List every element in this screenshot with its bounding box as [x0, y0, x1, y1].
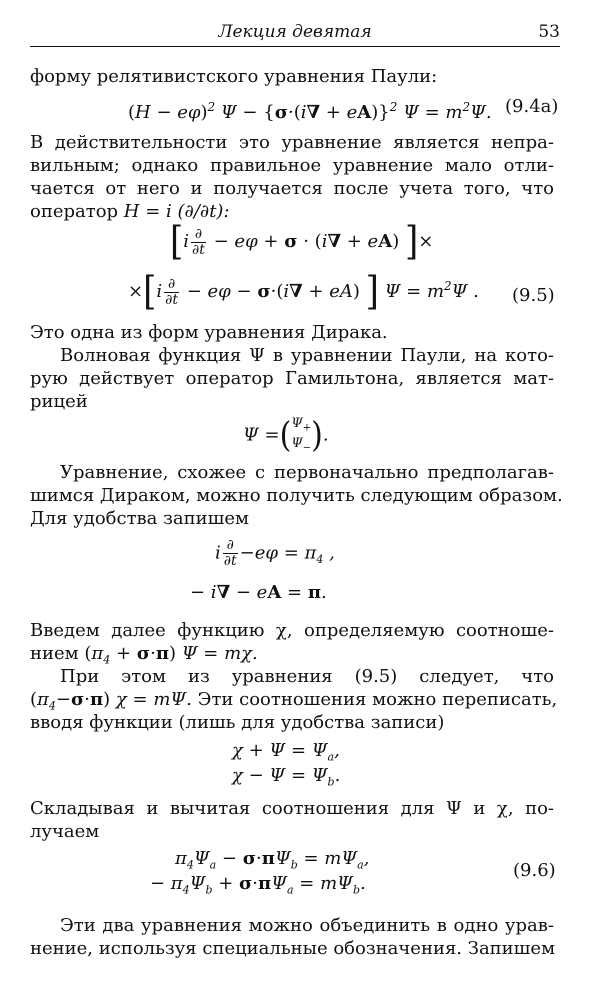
equation-9-5-line-2: ×[i $\frac{\partial}{\partial t}$ − eφ − σ·(i∇ + eA) ] $\Psi = m^2\Psi$ .	[128, 269, 479, 315]
equation-psi-column: Ψ =( $\Psi_+$ $\Psi_-$ ).	[243, 414, 329, 456]
page-number: 53	[538, 22, 560, 42]
text-line: форму релятивистского уравнения Паули:	[30, 66, 438, 87]
running-title: Лекция девятая	[218, 22, 372, 42]
text-line: При этом из уравнения (9.5) следует, что	[60, 666, 554, 687]
equation-psi-a: $\chi + \Psi = \Psi_a$,	[232, 740, 340, 764]
text-line: чается от него и получается после учета того, что	[30, 178, 554, 199]
header-rule	[30, 46, 560, 47]
text-fragment: нием	[30, 643, 79, 664]
text-line	[30, 201, 554, 223]
text-line: нение, используя специальные обозначения. Запишем	[30, 938, 556, 959]
text-line: шимся Дираком, можно получить следующим образом.	[30, 485, 563, 506]
equation-9-5-line-1: [i $\frac{\partial}{\partial t}$ − eφ + σ · (i∇ + eA) ]×	[170, 219, 434, 265]
text-line: Волновая функция Ψ в уравнении Паули, на кото-	[60, 345, 554, 366]
text-line: Складывая и вычитая соотношения для Ψ и χ, по-	[30, 798, 554, 819]
equation-9-6-line-2: − $\pi_4\Psi_b + \sigma\cdot\pi\Psi_a = m\Psi_b$.	[150, 873, 366, 897]
equation-number-9-5: (9.5)	[512, 285, 555, 306]
equation-pi4: i $\frac{\partial}{\partial t}$ $-e\varphi = \pi_4$ ,	[215, 537, 335, 569]
equation-pi: − i∇ − eA = π.	[190, 582, 327, 603]
equation-number-9-4a: (9.4a)	[505, 96, 559, 117]
text-line: В действительности это уравнение является непра-	[30, 132, 554, 153]
inline-math: H = i (∂/∂t):	[123, 201, 230, 222]
text-line: Введем далее функцию χ, определяемую соотноше-	[30, 620, 554, 641]
text-line: рицей	[30, 391, 88, 412]
equation-9-6-line-1: $\pi_4\Psi_a - \sigma\cdot\pi\Psi_b = m\Psi_a$,	[175, 848, 370, 872]
text-line: Эти два уравнения можно объединить в одно урав-	[60, 915, 554, 936]
inline-math: $(\pi_4 + \sigma\cdot\pi) \Psi = m\chi$.	[84, 643, 258, 667]
equation-9-4a: $(H - e\varphi)^2$ $\Psi - \{\sigma\cdot(i\nabla + eA)\}^2$ $\Psi = m^2\Psi$.	[128, 100, 492, 123]
text-fragment: Эти соотношения можно переписать,	[197, 689, 558, 710]
text-fragment: оператор	[30, 201, 119, 222]
text-line: вводя функции (лишь для удобства записи)	[30, 712, 445, 733]
text-line: вильным; однако правильное уравнение мало отли-	[30, 155, 554, 176]
equation-number-9-6: (9.6)	[513, 860, 556, 881]
text-line: Это одна из форм уравнения Дирака.	[30, 322, 388, 343]
running-head	[30, 22, 560, 44]
text-line: лучаем	[30, 821, 100, 842]
text-line: рую действует оператор Гамильтона, является мат-	[30, 368, 554, 389]
equation-psi-b: $\chi - \Psi = \Psi_b$.	[232, 765, 341, 789]
text-line: Уравнение, схожее с первоначально предполагав-	[60, 462, 554, 483]
text-line: Для удобства запишем	[30, 508, 250, 529]
inline-math: $(\pi_4-\sigma\cdot\pi) \chi = m\Psi$.	[30, 689, 192, 713]
